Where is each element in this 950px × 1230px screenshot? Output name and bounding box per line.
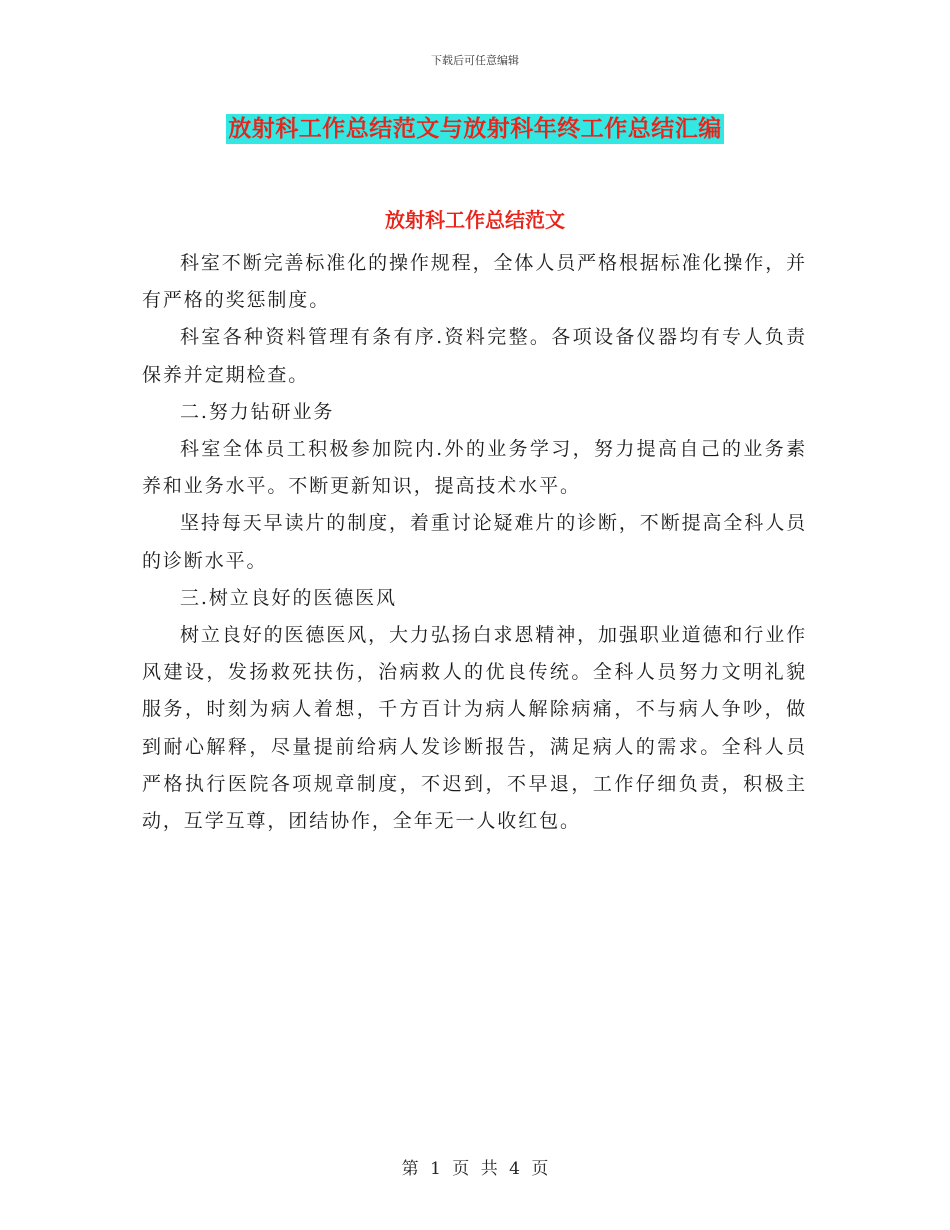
subheading: 三.树立良好的医德医风 <box>180 586 397 609</box>
subheading: 二.努力钻研业务 <box>180 400 335 423</box>
document-title: 放射科工作总结范文与放射科年终工作总结汇编 <box>228 116 722 142</box>
paragraph: 树立良好的医德医风，大力弘扬白求恩精神，加强职业道德和行业作风建设，发扬救死扶伤，治病救人的优良传统。全科人员努力文明礼貌服务，时刻为病人着想，千方百计为病人解除病痛，不与病人争吵，做到耐心解释，尽量提前给病人发诊断报告，满足病人的需求。全科人员严格执行医院各项规章制度，不迟到，不早退，工作仔细负责，积极主动，互学互尊，团结协作，全年无一人收红包。 <box>142 624 808 833</box>
paragraph: 科室各种资料管理有条有序.资料完整。各项设备仪器均有专人负责保养并定期检查。 <box>142 326 807 386</box>
page-header-note: 下载后可任意编辑 <box>431 54 519 67</box>
document-title-container <box>0 114 950 144</box>
paragraph: 科室不断完善标准化的操作规程，全体人员严格根据标准化操作，并有严格的奖惩制度。 <box>142 252 808 312</box>
paragraph: 坚持每天早读片的制度，着重讨论疑难片的诊断，不断提高全科人员的诊断水平。 <box>142 512 808 572</box>
document-body <box>142 245 807 840</box>
section-title: 放射科工作总结范文 <box>385 208 565 232</box>
paragraph: 科室全体员工积极参加院内.外的业务学习，努力提高自己的业务素养和业务水平。不断更新知识，提高技术水平。 <box>142 438 807 498</box>
page-number: 第 1 页 共 4 页 <box>401 1159 549 1179</box>
